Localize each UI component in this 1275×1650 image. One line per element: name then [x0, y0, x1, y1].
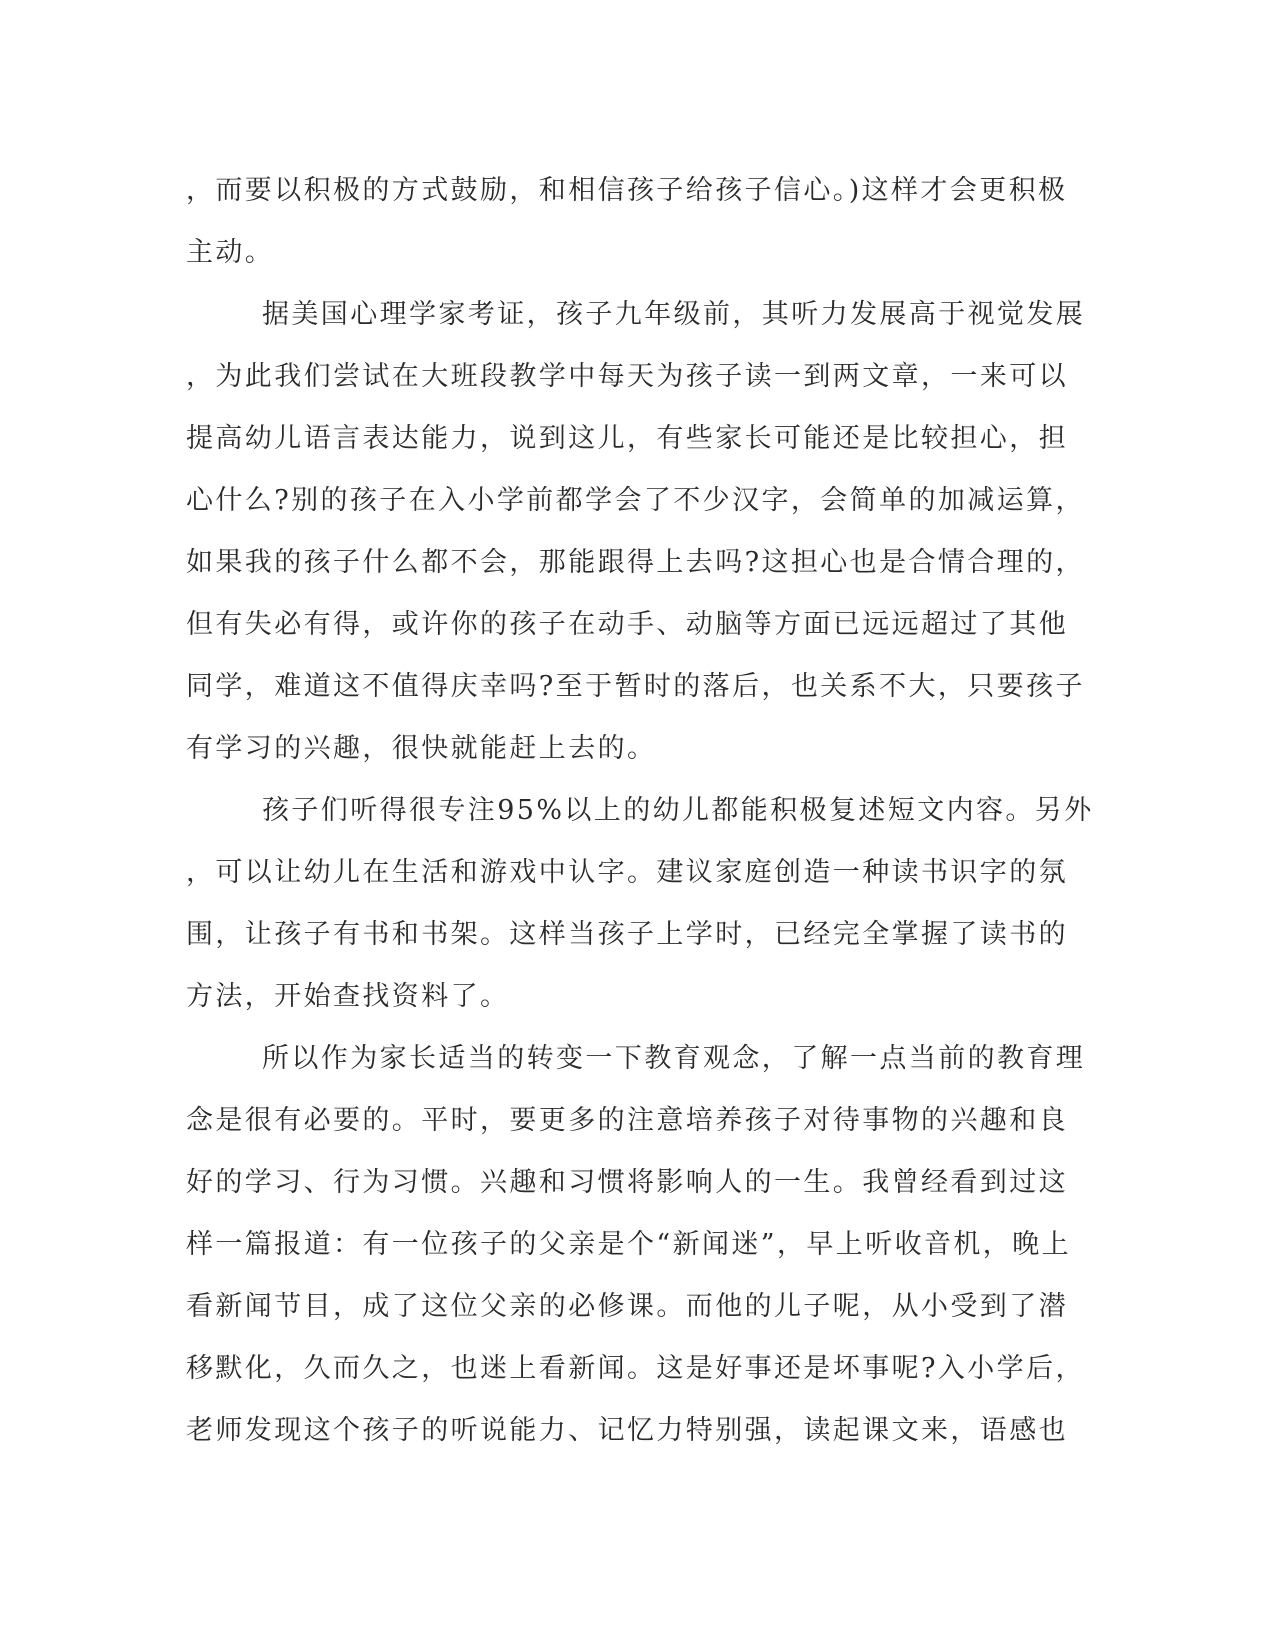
- text-line: 好的学习、行为习惯。兴趣和习惯将影响人的一生。我曾经看到过这: [186, 1167, 1068, 1198]
- text-line: 如果我的孩子什么都不会，那能跟得上去吗?这担心也是合情合理的，: [186, 547, 1085, 578]
- text-line: 据美国心理学家考证，孩子九年级前，其听力发展高于视觉发展: [262, 299, 1086, 330]
- paragraph-2: [186, 284, 1086, 780]
- text-line: ，可以让幼儿在生活和游戏中认字。建议家庭创造一种读书识字的氛: [186, 857, 1068, 888]
- text-line: ，而要以积极的方式鼓励，和相信孩子给孩子信心。)这样才会更积极: [186, 175, 1068, 206]
- text-line: ，为此我们尝试在大班段教学中每天为孩子读一到两文章，一来可以: [186, 361, 1068, 392]
- text-line: 心什么?别的孩子在入小学前都学会了不少汉字，会简单的加减运算，: [186, 485, 1085, 516]
- paragraph-3: [186, 780, 1094, 1028]
- text-line: 方法，开始查找资料了。: [186, 981, 510, 1012]
- body-text: [186, 160, 1094, 1462]
- text-line: 围，让孩子有书和书架。这样当孩子上学时，已经完全掌握了读书的: [186, 919, 1068, 950]
- text-line: 老师发现这个孩子的听说能力、记忆力特别强，读起课文来，语感也: [186, 1415, 1068, 1446]
- text-line: 但有失必有得，或许你的孩子在动手、动脑等方面已远远超过了其他: [186, 609, 1068, 640]
- text-line: 主动。: [186, 237, 275, 268]
- text-line: 看新闻节目，成了这位父亲的必修课。而他的儿子呢，从小受到了潜: [186, 1291, 1068, 1322]
- text-line: 样一篇报道：有一位孩子的父亲是个“新闻迷”，早上听收音机，晚上: [186, 1229, 1072, 1260]
- text-line: 有学习的兴趣，很快就能赶上去的。: [186, 733, 657, 764]
- text-line: 所以作为家长适当的转变一下教育观念，了解一点当前的教育理: [262, 1043, 1086, 1074]
- text-line: 同学，难道这不值得庆幸吗?至于暂时的落后，也关系不大，只要孩子: [186, 671, 1085, 702]
- text-line: 孩子们听得很专注95%以上的幼儿都能积极复述短文内容。另外: [262, 795, 1094, 826]
- paragraph-4: [186, 1028, 1086, 1462]
- paragraph-1: [186, 160, 1086, 284]
- text-line: 提高幼儿语言表达能力，说到这儿，有些家长可能还是比较担心，担: [186, 423, 1068, 454]
- text-line: 移默化，久而久之，也迷上看新闻。这是好事还是坏事呢?入小学后，: [186, 1353, 1085, 1384]
- text-line: 念是很有必要的。平时，要更多的注意培养孩子对待事物的兴趣和良: [186, 1105, 1068, 1136]
